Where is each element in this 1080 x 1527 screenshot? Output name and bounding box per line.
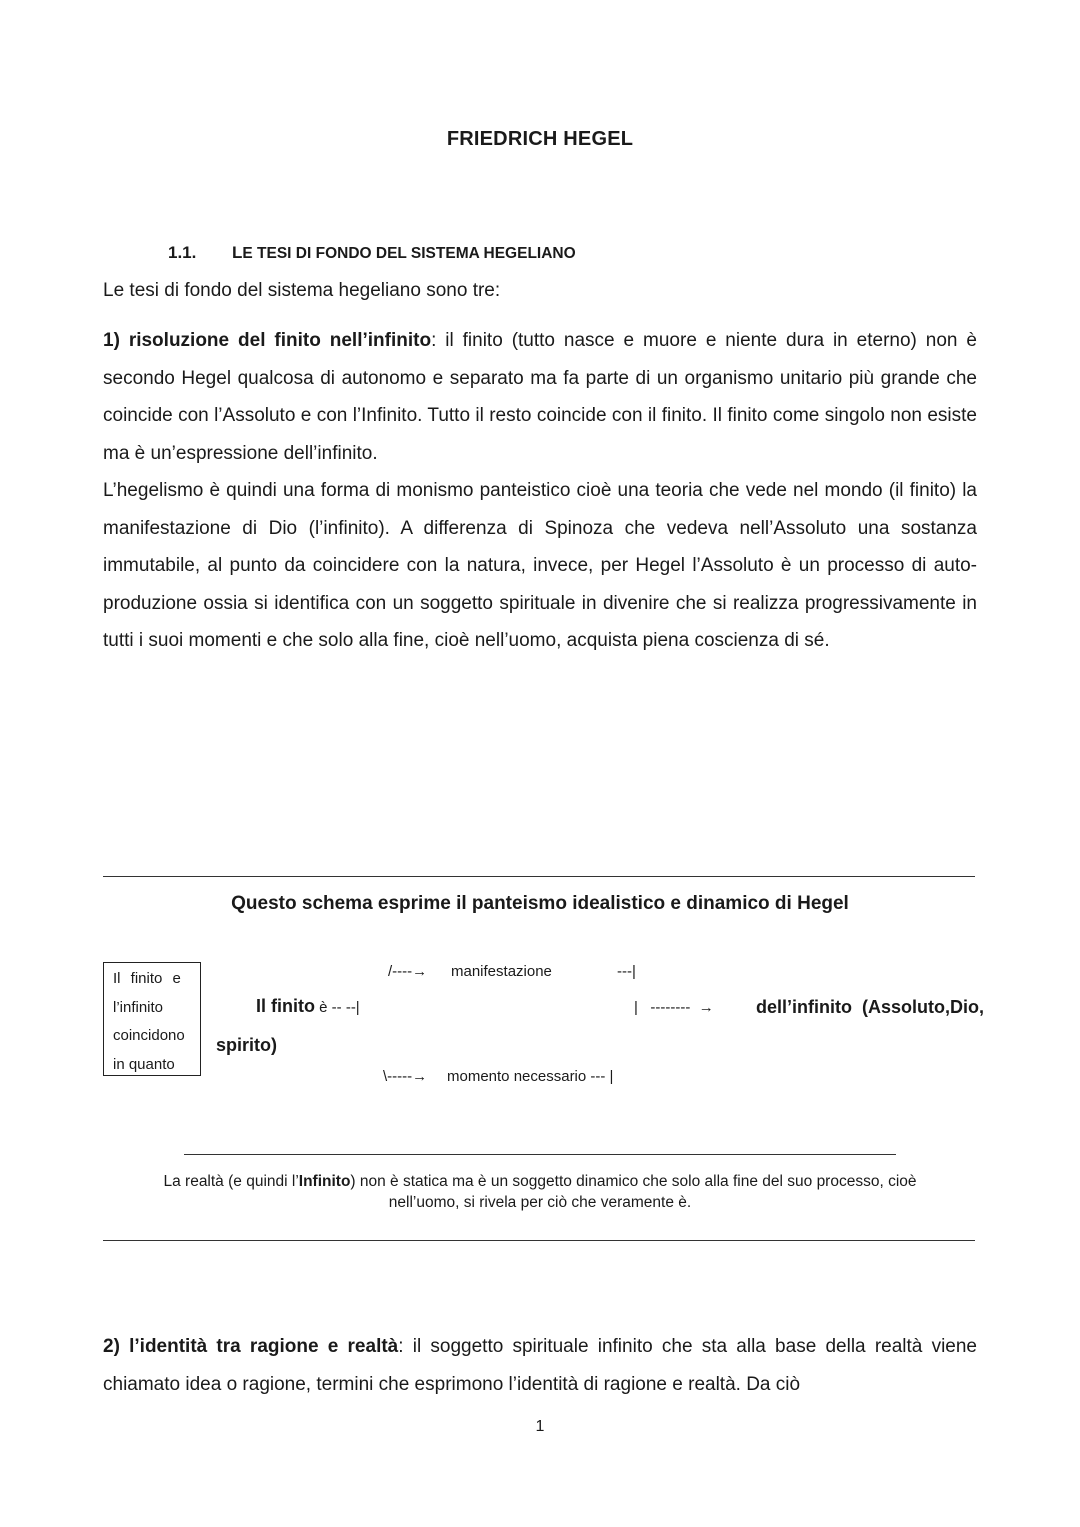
box-line: l’infinito bbox=[113, 998, 164, 1016]
spirito-label: spirito) bbox=[216, 1035, 277, 1055]
paragraph-point-2 bbox=[103, 1328, 977, 1403]
point-2-text: : il soggetto spirituale infinito che sta alla base della realtà viene chiamato idea o ragione, termini che esprimono l’identità di ragione e realtà. Da ciò bbox=[103, 1336, 977, 1395]
divider-top bbox=[103, 876, 975, 877]
box-line: Il finito e bbox=[113, 970, 181, 987]
section-number: 1.1. bbox=[168, 243, 197, 262]
manifestazione-label: manifestazione bbox=[451, 963, 552, 980]
middle-connector: | -------- → bbox=[634, 999, 714, 1016]
box-line: in quanto bbox=[113, 1055, 175, 1073]
scheme-box bbox=[103, 962, 201, 1076]
scheme-caption: La realtà (e quindi l’Infinito) non è statica ma è un soggetto dinamico che solo alla fine del suo processo, cioè nell’uomo, si rivela per ciò che veramente è. bbox=[163, 1173, 917, 1211]
paragraph-monism: L’hegelismo è quindi una forma di monismo panteistico cioè una teoria che vede nel mondo (il finito) la manifestazione di Dio (l’infinito). A differenza di Spinoza che vedeva nell’Assoluto una sostanza immutabile, al punto da coincidere con la natura, invece, per Hegel l’Assoluto è un processo di auto-produzione ossia si identifica con un soggetto spirituale in divenire che si realizza progressivamente in tutti i suoi momenti e che solo alla fine, cioè nell’uomo, acquista piena coscienza di sé. bbox=[103, 480, 977, 652]
divider-caption bbox=[184, 1154, 896, 1155]
point-2-heading: 2) l’identità tra ragione e realtà bbox=[103, 1336, 399, 1357]
finito-label: Il finito è -- --| bbox=[256, 996, 360, 1016]
result-label: dell’infinito (Assoluto,Dio, bbox=[756, 997, 984, 1017]
box-line: coincidono bbox=[113, 1027, 185, 1044]
intro-text: Le tesi di fondo del sistema hegeliano sono tre: bbox=[103, 280, 501, 301]
scheme-title: Questo schema esprime il panteismo idealistico e dinamico di Hegel bbox=[231, 893, 849, 914]
point-1-heading: 1) risoluzione del finito nell’infinito bbox=[103, 330, 432, 351]
section-heading bbox=[168, 243, 576, 263]
momento-label: momento necessario --- | bbox=[447, 1068, 614, 1085]
section-title: LE TESI DI FONDO DEL SISTEMA HEGELIANO bbox=[232, 243, 576, 262]
upper-bracket: ---| bbox=[617, 963, 636, 980]
lower-arrow: \-----→ bbox=[383, 1068, 428, 1085]
page-number: 1 bbox=[535, 1418, 545, 1435]
divider-bottom bbox=[103, 1240, 975, 1241]
point-1-text: : il finito (tutto nasce e muore e niente dura in eterno) non è secondo Hegel qualcosa di autonomo e separato ma fa parte di un organismo unitario più grande che coincide con l’Assoluto e con l’Infinito. Tutto il resto coincide con il finito. Il finito come singolo non esiste ma è un’espressione dell’infinito. bbox=[103, 330, 977, 464]
document-title: FRIEDRICH HEGEL bbox=[446, 128, 634, 150]
upper-arrow: /----→ bbox=[388, 963, 428, 980]
paragraph-point-1 bbox=[103, 322, 977, 472]
